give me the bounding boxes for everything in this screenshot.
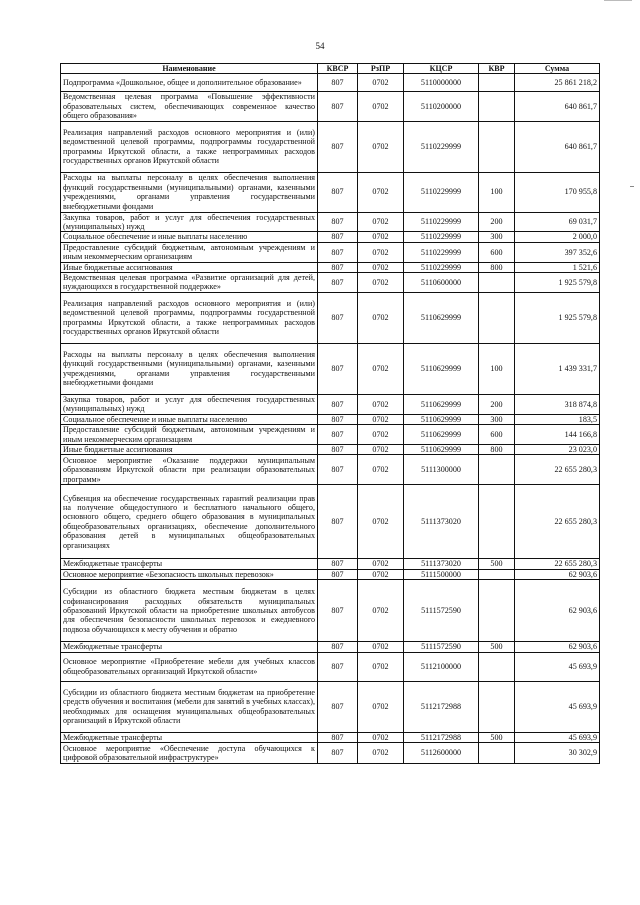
cell-kcsr: 5110000000: [404, 74, 479, 92]
cell-kvr: [479, 292, 515, 343]
cell-rzpr: 0702: [358, 92, 404, 121]
cell-rzpr: 0702: [358, 212, 404, 232]
cell-rzpr: 0702: [358, 292, 404, 343]
cell-sum: 1 521,6: [515, 262, 600, 272]
cell-kvr: 100: [479, 172, 515, 212]
cell-name: Предоставление субсидий бюджетным, автономным учреждениям и иным некоммерческим организациям: [61, 425, 318, 445]
cell-name: Межбюджетные трансферты: [61, 642, 318, 652]
table-row: [61, 580, 600, 642]
cell-kvsr: 807: [318, 121, 358, 172]
cell-sum: 22 655 280,3: [515, 485, 600, 559]
table-row: [61, 343, 600, 394]
cell-kcsr: 5112100000: [404, 652, 479, 681]
cell-kvsr: 807: [318, 242, 358, 262]
cell-sum: 22 655 280,3: [515, 455, 600, 485]
cell-kvr: 600: [479, 425, 515, 445]
cell-name: Подпрограмма «Дошкольное, общее и дополнительное образование»: [61, 74, 318, 92]
table-row: [61, 172, 600, 212]
table-row: [61, 212, 600, 232]
scan-corner-line: [604, 0, 632, 1]
table-header-row: [61, 64, 600, 74]
table-row: [61, 394, 600, 414]
cell-kvr: [479, 92, 515, 121]
cell-kvr: [479, 74, 515, 92]
cell-sum: 1 925 579,8: [515, 292, 600, 343]
cell-kvsr: 807: [318, 212, 358, 232]
cell-kcsr: 5112600000: [404, 742, 479, 763]
header-sum: Сумма: [515, 64, 600, 74]
cell-kcsr: 5110600000: [404, 273, 479, 293]
cell-sum: 2 000,0: [515, 232, 600, 242]
cell-name: Расходы на выплаты персоналу в целях обеспечения выполнения функций государственными (муниципальными) органами, казенными учреждениями, органами управления государственными внебюджетными фондами: [61, 172, 318, 212]
cell-kcsr: 5110629999: [404, 394, 479, 414]
cell-kvsr: 807: [318, 742, 358, 763]
table-row: [61, 242, 600, 262]
cell-kvr: [479, 121, 515, 172]
cell-sum: 1 439 331,7: [515, 343, 600, 394]
cell-name: Ведомственная целевая программа «Развитие организаций для детей, нуждающихся в государственной поддержке»: [61, 273, 318, 293]
cell-kcsr: 5110629999: [404, 444, 479, 454]
cell-kcsr: 5110229999: [404, 212, 479, 232]
cell-kvr: 300: [479, 414, 515, 424]
cell-rzpr: 0702: [358, 652, 404, 681]
table-row: [61, 642, 600, 652]
cell-sum: 62 903,6: [515, 642, 600, 652]
cell-kcsr: 5112172988: [404, 732, 479, 742]
cell-rzpr: 0702: [358, 559, 404, 569]
cell-kcsr: 5111373020: [404, 485, 479, 559]
cell-kcsr: 5110229999: [404, 172, 479, 212]
cell-rzpr: 0702: [358, 455, 404, 485]
cell-sum: 397 352,6: [515, 242, 600, 262]
cell-kvsr: 807: [318, 569, 358, 579]
cell-name: Субсидии из областного бюджета местным бюджетам на приобретение средств обучения и воспитания (мебели для занятий в учебных классах), необходимых для оснащения муниципальных общеобразовательных организаций в Иркутской области: [61, 681, 318, 732]
cell-kvsr: 807: [318, 273, 358, 293]
cell-kvsr: 807: [318, 425, 358, 445]
cell-kcsr: 5111373020: [404, 559, 479, 569]
cell-kvr: 500: [479, 732, 515, 742]
cell-sum: 640 861,7: [515, 121, 600, 172]
cell-kcsr: 5110629999: [404, 343, 479, 394]
cell-kvsr: 807: [318, 74, 358, 92]
table-row: [61, 292, 600, 343]
cell-name: Закупка товаров, работ и услуг для обеспечения государственных (муниципальных) нужд: [61, 212, 318, 232]
cell-rzpr: 0702: [358, 273, 404, 293]
table-row: [61, 232, 600, 242]
cell-kvsr: 807: [318, 559, 358, 569]
cell-kvsr: 807: [318, 444, 358, 454]
cell-name: Межбюджетные трансферты: [61, 559, 318, 569]
cell-kvr: [479, 652, 515, 681]
cell-name: Основное мероприятие «Обеспечение доступа обучающихся к цифровой образовательной инфраструктуре»: [61, 742, 318, 763]
cell-rzpr: 0702: [358, 74, 404, 92]
cell-rzpr: 0702: [358, 121, 404, 172]
table-row: [61, 652, 600, 681]
cell-rzpr: 0702: [358, 742, 404, 763]
cell-kcsr: 5110629999: [404, 425, 479, 445]
cell-kvr: 500: [479, 559, 515, 569]
cell-sum: 45 693,9: [515, 652, 600, 681]
cell-sum: 22 655 280,3: [515, 559, 600, 569]
cell-kvr: 800: [479, 262, 515, 272]
cell-name: Субвенция на обеспечение государственных гарантий реализации прав на получение общедоступного и бесплатного начального общего, основного общего, среднего общего образования в муниципальных общеобразовательных организациях, обеспечение дополнительного образования детей в муниципальных общеобразовательных организациях: [61, 485, 318, 559]
cell-kcsr: 5110229999: [404, 262, 479, 272]
table-row: [61, 742, 600, 763]
cell-kcsr: 5110629999: [404, 414, 479, 424]
cell-name: Основное мероприятие «Оказание поддержки муниципальным образованиям Иркутской области при реализации образовательных программ»: [61, 455, 318, 485]
cell-rzpr: 0702: [358, 732, 404, 742]
table-row: [61, 425, 600, 445]
cell-sum: 62 903,6: [515, 580, 600, 642]
cell-kvr: [479, 273, 515, 293]
cell-name: Социальное обеспечение и иные выплаты населению: [61, 232, 318, 242]
table-row: [61, 273, 600, 293]
cell-kvsr: 807: [318, 485, 358, 559]
cell-sum: 1 925 579,8: [515, 273, 600, 293]
cell-kvsr: 807: [318, 92, 358, 121]
cell-rzpr: 0702: [358, 242, 404, 262]
table-row: [61, 74, 600, 92]
cell-kvr: 100: [479, 343, 515, 394]
cell-kvr: 300: [479, 232, 515, 242]
page-number: 54: [315, 41, 325, 51]
cell-sum: 183,5: [515, 414, 600, 424]
cell-rzpr: 0702: [358, 262, 404, 272]
cell-kvsr: 807: [318, 232, 358, 242]
cell-kvr: 600: [479, 242, 515, 262]
cell-kcsr: 5110200000: [404, 92, 479, 121]
table-row: [61, 444, 600, 454]
cell-rzpr: 0702: [358, 642, 404, 652]
table-row: [61, 569, 600, 579]
cell-sum: 144 166,8: [515, 425, 600, 445]
table-row: [61, 414, 600, 424]
cell-kvsr: 807: [318, 394, 358, 414]
cell-kcsr: 5110629999: [404, 292, 479, 343]
cell-name: Расходы на выплаты персоналу в целях обеспечения выполнения функций государственными (муниципальными) органами, казенными учреждениями, органами управления государственными внебюджетными фондами: [61, 343, 318, 394]
cell-rzpr: 0702: [358, 172, 404, 212]
cell-kvr: [479, 580, 515, 642]
cell-name: Предоставление субсидий бюджетным, автономным учреждениям и иным некоммерческим организациям: [61, 242, 318, 262]
cell-kvsr: 807: [318, 580, 358, 642]
cell-kvsr: 807: [318, 681, 358, 732]
cell-rzpr: 0702: [358, 444, 404, 454]
table-row: [61, 92, 600, 121]
cell-kvsr: 807: [318, 732, 358, 742]
cell-name: Реализация направлений расходов основного мероприятия и (или) ведомственной целевой программы, подпрограммы государственной программы Иркутской области, а также непрограммных расходов государственных органов Иркутской области: [61, 292, 318, 343]
cell-name: Субсидии из областного бюджета местным бюджетам в целях софинансирования расходных обязательств муниципальных образований Иркутской области на приобретение школьных автобусов для обеспечения безопасности школьных перевозок и ежедневного подвоза обучающихся к месту обучения и обратно: [61, 580, 318, 642]
cell-name: Иные бюджетные ассигнования: [61, 444, 318, 454]
cell-name: Социальное обеспечение и иные выплаты населению: [61, 414, 318, 424]
cell-kvsr: 807: [318, 414, 358, 424]
cell-name: Основное мероприятие «Безопасность школьных перевозок»: [61, 569, 318, 579]
cell-sum: 25 861 218,2: [515, 74, 600, 92]
cell-name: Основное мероприятие «Приобретение мебели для учебных классов общеобразовательных организаций Иркутской области»: [61, 652, 318, 681]
header-name: Наименование: [61, 64, 318, 74]
cell-rzpr: 0702: [358, 394, 404, 414]
cell-sum: 45 693,9: [515, 732, 600, 742]
table-row: [61, 262, 600, 272]
cell-name: Ведомственная целевая программа «Повышение эффективности образовательных систем, обеспечивающих современное качество общего образования»: [61, 92, 318, 121]
cell-kcsr: 5110229999: [404, 232, 479, 242]
cell-kvsr: 807: [318, 652, 358, 681]
cell-name: Закупка товаров, работ и услуг для обеспечения государственных (муниципальных) нужд: [61, 394, 318, 414]
cell-name: Межбюджетные трансферты: [61, 732, 318, 742]
cell-kvr: [479, 455, 515, 485]
cell-kvsr: 807: [318, 642, 358, 652]
cell-kvsr: 807: [318, 262, 358, 272]
cell-sum: 23 023,0: [515, 444, 600, 454]
cell-kvr: [479, 569, 515, 579]
cell-sum: 170 955,8: [515, 172, 600, 212]
table-row: [61, 455, 600, 485]
cell-kvsr: 807: [318, 292, 358, 343]
cell-kvr: [479, 485, 515, 559]
cell-kvsr: 807: [318, 172, 358, 212]
cell-rzpr: 0702: [358, 569, 404, 579]
cell-kvr: 500: [479, 642, 515, 652]
table-row: [61, 681, 600, 732]
table-body: [61, 74, 600, 764]
cell-rzpr: 0702: [358, 580, 404, 642]
cell-rzpr: 0702: [358, 681, 404, 732]
cell-sum: 62 903,6: [515, 569, 600, 579]
table-row: [61, 485, 600, 559]
header-kvr: КВР: [479, 64, 515, 74]
cell-kvr: 200: [479, 394, 515, 414]
cell-kcsr: 5112172988: [404, 681, 479, 732]
cell-kvr: 200: [479, 212, 515, 232]
cell-kvsr: 807: [318, 455, 358, 485]
cell-sum: 318 874,8: [515, 394, 600, 414]
cell-rzpr: 0702: [358, 232, 404, 242]
cell-rzpr: 0702: [358, 485, 404, 559]
cell-sum: 30 302,9: [515, 742, 600, 763]
cell-kcsr: 5111500000: [404, 569, 479, 579]
budget-table: [60, 63, 600, 764]
table-row: [61, 121, 600, 172]
cell-rzpr: 0702: [358, 414, 404, 424]
header-rzpr: РзПР: [358, 64, 404, 74]
cell-kvr: 800: [479, 444, 515, 454]
cell-kcsr: 5111572590: [404, 642, 479, 652]
cell-rzpr: 0702: [358, 425, 404, 445]
cell-kcsr: 5111300000: [404, 455, 479, 485]
cell-sum: 69 031,7: [515, 212, 600, 232]
cell-kcsr: 5111572590: [404, 580, 479, 642]
table-row: [61, 732, 600, 742]
cell-name: Иные бюджетные ассигнования: [61, 262, 318, 272]
header-kvsr: КВСР: [318, 64, 358, 74]
cell-sum: 640 861,7: [515, 92, 600, 121]
cell-kvsr: 807: [318, 343, 358, 394]
cell-kcsr: 5110229999: [404, 242, 479, 262]
scan-edge-mark: [630, 186, 634, 187]
header-kcsr: КЦСР: [404, 64, 479, 74]
cell-kvr: [479, 742, 515, 763]
cell-kvr: [479, 681, 515, 732]
cell-rzpr: 0702: [358, 343, 404, 394]
cell-kcsr: 5110229999: [404, 121, 479, 172]
table-row: [61, 559, 600, 569]
cell-name: Реализация направлений расходов основного мероприятия и (или) ведомственной целевой программы, подпрограммы государственной программы Иркутской области, а также непрограммных расходов государственных органов Иркутской области: [61, 121, 318, 172]
cell-sum: 45 693,9: [515, 681, 600, 732]
